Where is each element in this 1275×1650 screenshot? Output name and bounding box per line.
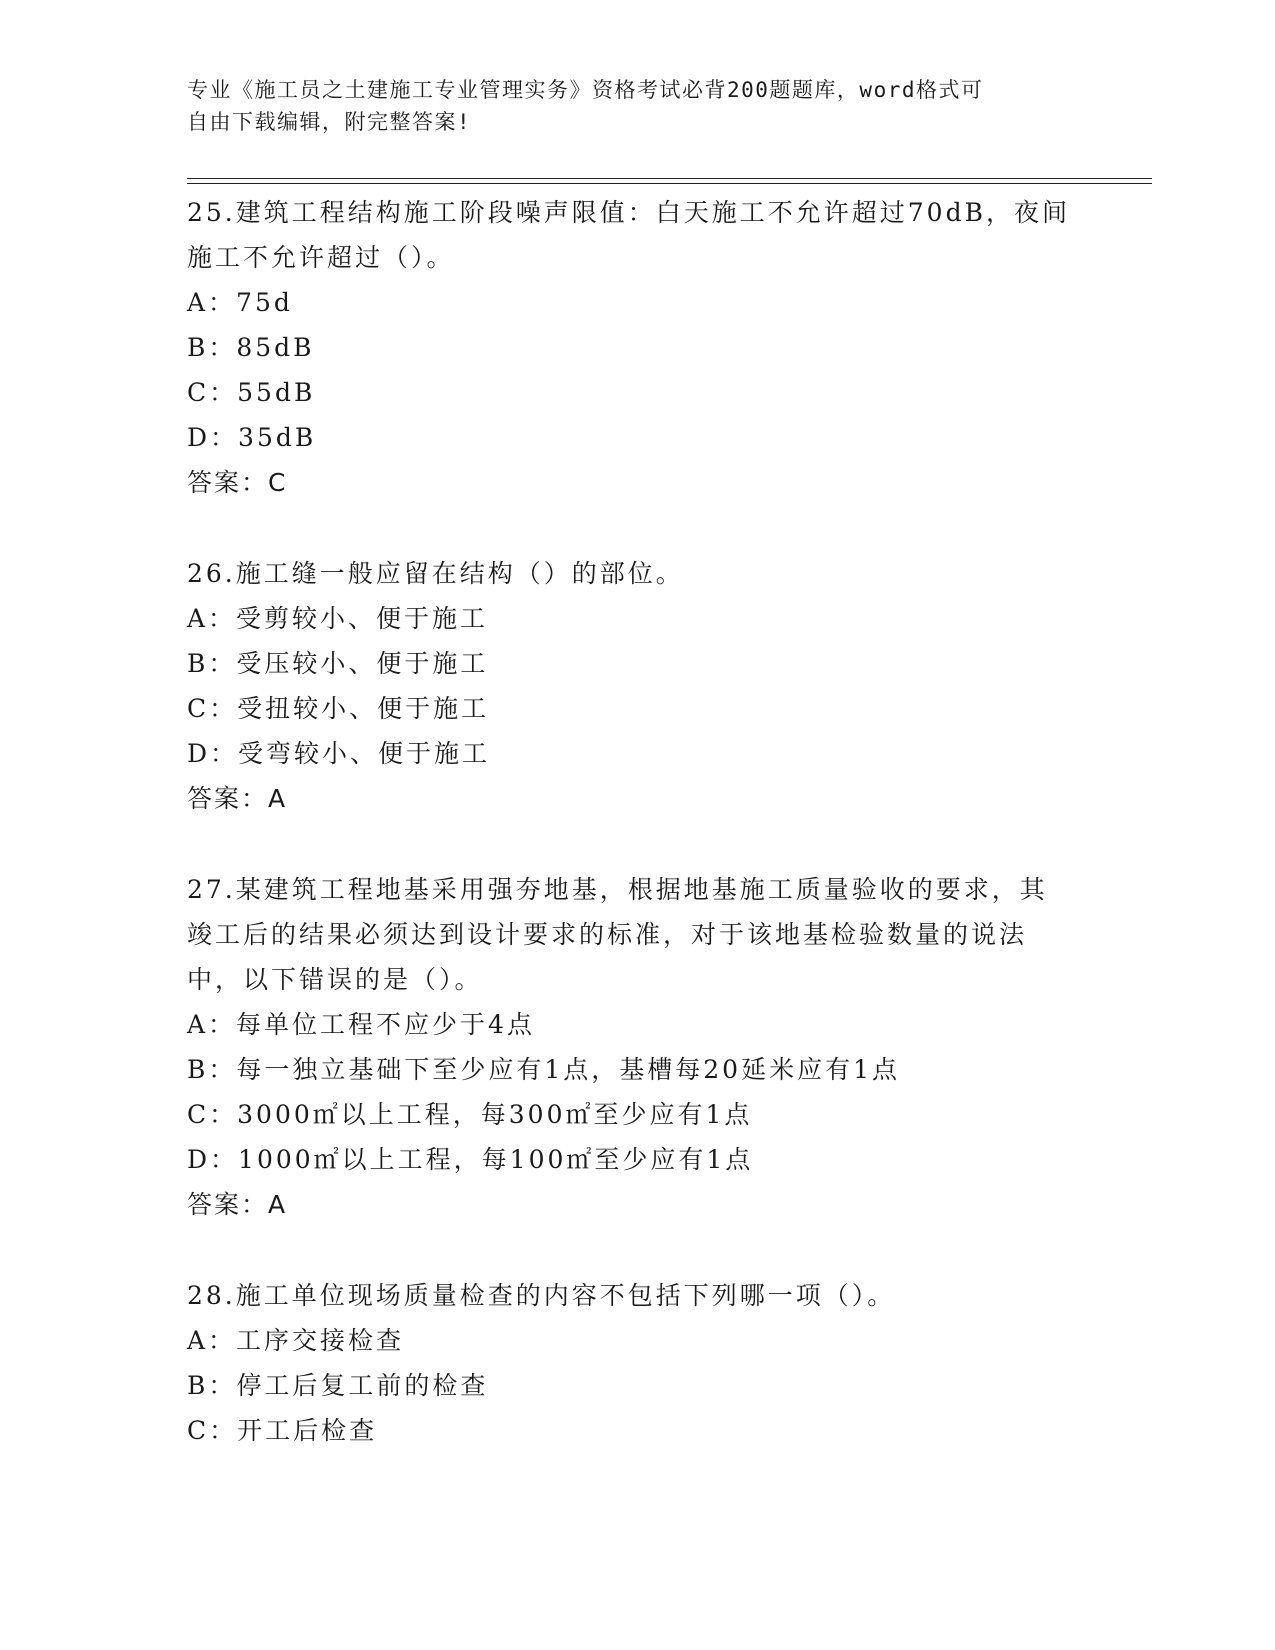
header-divider-bottom bbox=[187, 183, 1152, 184]
option-c: C：55dB bbox=[187, 378, 316, 407]
question-text: 27.某建筑工程地基采用强夯地基，根据地基施工质量验收的要求，其 bbox=[187, 875, 1048, 904]
option-d: D：1000㎡以上工程，每100㎡至少应有1点 bbox=[187, 1145, 754, 1174]
option-a: A：每单位工程不应少于4点 bbox=[187, 1010, 535, 1039]
question-27 bbox=[187, 867, 1087, 1227]
option-c: C：3000㎡以上工程，每300㎡至少应有1点 bbox=[187, 1100, 753, 1129]
option-b: B：受压较小、便于施工 bbox=[187, 649, 489, 678]
answer: 答案：A bbox=[187, 784, 288, 813]
question-25 bbox=[187, 190, 1087, 505]
option-d: D：受弯较小、便于施工 bbox=[187, 739, 491, 768]
option-d: D：35dB bbox=[187, 423, 317, 452]
answer: 答案：C bbox=[187, 468, 288, 497]
option-a: A：工序交接检查 bbox=[187, 1326, 405, 1355]
question-text: 中，以下错误的是（）。 bbox=[187, 965, 483, 994]
document-header bbox=[187, 74, 1067, 138]
header-divider-top bbox=[187, 178, 1152, 179]
question-28 bbox=[187, 1273, 1087, 1453]
question-text: 28.施工单位现场质量检查的内容不包括下列哪一项（）。 bbox=[187, 1281, 896, 1310]
question-text: 26.施工缝一般应留在结构（）的部位。 bbox=[187, 559, 684, 588]
header-line-1: 专业《施工员之土建施工专业管理实务》资格考试必背200题题库，word格式可 bbox=[187, 78, 984, 102]
option-b: B：每一独立基础下至少应有1点，基槽每20延米应有1点 bbox=[187, 1055, 900, 1084]
question-text: 竣工后的结果必须达到设计要求的标准，对于该地基检验数量的说法 bbox=[187, 920, 1028, 949]
option-b: B：停工后复工前的检查 bbox=[187, 1371, 489, 1400]
question-26 bbox=[187, 551, 1087, 821]
option-c: C：受扭较小、便于施工 bbox=[187, 694, 490, 723]
header-line-2: 自由下载编辑，附完整答案! bbox=[187, 110, 472, 134]
question-list bbox=[187, 190, 1087, 1453]
option-a: A：75d bbox=[187, 288, 293, 317]
answer: 答案：A bbox=[187, 1190, 288, 1219]
question-text: 25.建筑工程结构施工阶段噪声限值：白天施工不允许超过70dB，夜间 bbox=[187, 198, 1070, 227]
question-text: 施工不允许超过（）。 bbox=[187, 243, 455, 272]
option-a: A：受剪较小、便于施工 bbox=[187, 604, 489, 633]
option-b: B：85dB bbox=[187, 333, 315, 362]
option-c: C：开工后检查 bbox=[187, 1416, 378, 1445]
